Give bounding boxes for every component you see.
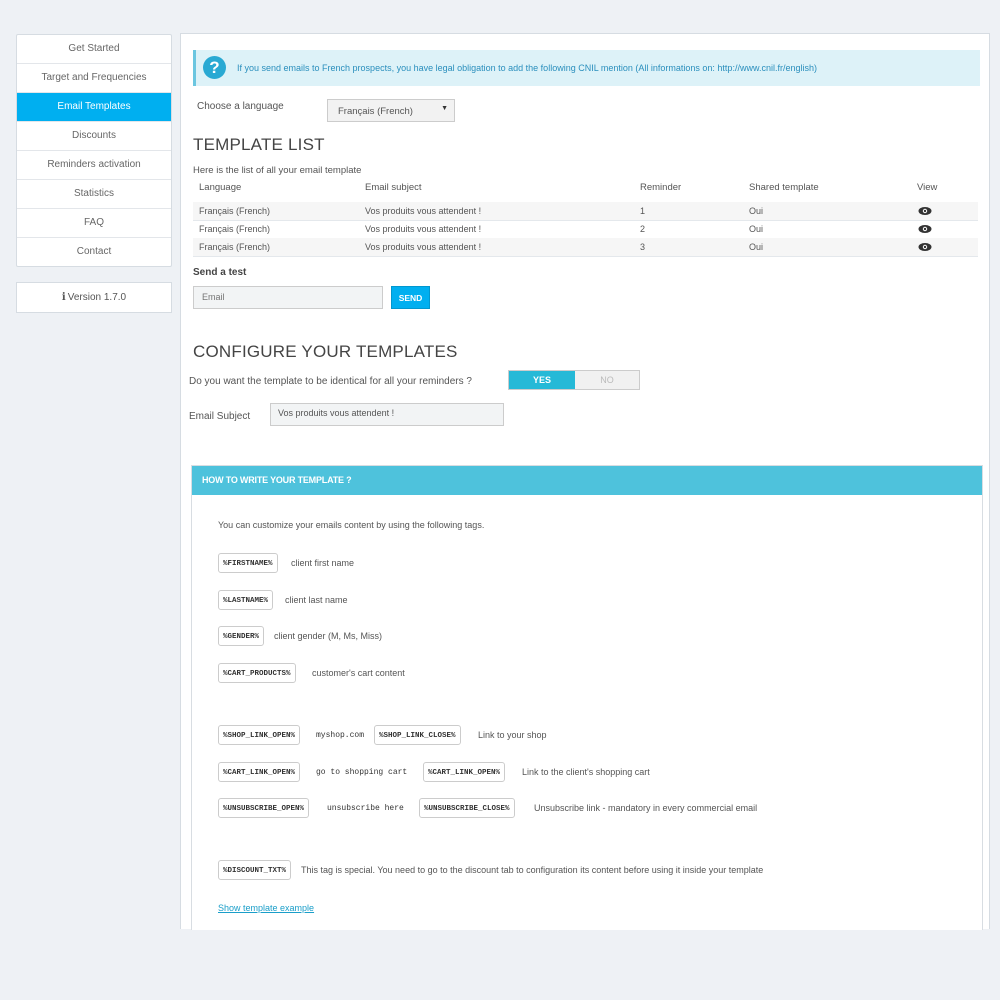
- cell-language: Français (French): [199, 224, 271, 234]
- email-subject-input[interactable]: [271, 408, 493, 418]
- cell-subject: Vos produits vous attendent !: [365, 224, 482, 234]
- howto-panel: [191, 465, 983, 930]
- shop-link-text: myshop.com: [316, 731, 365, 740]
- cell-reminder: 2: [640, 224, 646, 234]
- alert-text: If you send emails to French prospects, you have legal obligation to add the following CNIL mention (All informations on: http://www.cnil.fr/english): [237, 63, 817, 73]
- email-subject-field[interactable]: [270, 403, 504, 426]
- firstname-tag: %FIRSTNAME%: [218, 553, 278, 573]
- send-test-label: Send a test: [193, 267, 247, 278]
- cart-link-desc: Link to the client's shopping cart: [522, 767, 650, 777]
- version-box: [16, 282, 172, 313]
- col-email-subject: Email subject: [365, 182, 422, 193]
- cart-link-close-tag: %CART_LINK_OPEN%: [423, 762, 505, 782]
- unsubscribe-text: unsubscribe here: [327, 804, 404, 813]
- lastname-desc: client last name: [285, 595, 348, 605]
- sidebar-item-reminders-activation[interactable]: Reminders activation: [17, 151, 171, 180]
- gender-desc: client gender (M, Ms, Miss): [274, 631, 383, 641]
- question-icon: ?: [203, 56, 226, 79]
- shop-link-open-tag: %SHOP_LINK_OPEN%: [218, 725, 300, 745]
- eye-icon[interactable]: [918, 206, 932, 216]
- cell-subject: Vos produits vous attendent !: [365, 242, 482, 252]
- cell-language: Français (French): [199, 242, 271, 252]
- discount-tag: %DISCOUNT_TXT%: [218, 860, 291, 880]
- cell-shared: Oui: [749, 242, 764, 252]
- info-icon: i: [61, 292, 66, 303]
- identical-question: Do you want the template to be identical for all your reminders ?: [189, 376, 472, 387]
- table-row: [193, 220, 978, 239]
- email-subject-label: Email Subject: [189, 411, 251, 422]
- toggle-no[interactable]: NO: [600, 375, 614, 385]
- sidebar-item-faq[interactable]: FAQ: [17, 209, 171, 238]
- table-row: [193, 238, 978, 257]
- cell-reminder: 1: [640, 206, 646, 216]
- col-reminder: Reminder: [640, 182, 682, 193]
- send-button[interactable]: SEND: [391, 286, 430, 309]
- eye-icon[interactable]: [918, 242, 932, 252]
- eye-icon[interactable]: [918, 224, 932, 234]
- template-list-title: TEMPLATE LIST: [193, 135, 325, 154]
- toggle-yes[interactable]: YES: [509, 371, 575, 389]
- cart-link-open-tag: %CART_LINK_OPEN%: [218, 762, 300, 782]
- identical-toggle[interactable]: [508, 370, 640, 390]
- test-email-field[interactable]: [193, 286, 383, 309]
- cell-shared: Oui: [749, 206, 764, 216]
- sidebar-item-contact[interactable]: Contact: [76, 246, 112, 257]
- sidebar-nav: [16, 34, 172, 267]
- language-label: Choose a language: [197, 101, 284, 112]
- main-panel: [180, 33, 990, 929]
- lastname-tag: %LASTNAME%: [218, 590, 273, 610]
- unsubscribe-desc: Unsubscribe link - mandatory in every commercial email: [534, 803, 758, 813]
- col-view: View: [917, 182, 938, 193]
- table-row: [193, 202, 978, 221]
- dropdown-arrow-icon: ▼: [441, 105, 448, 112]
- cell-language: Français (French): [199, 206, 271, 216]
- unsubscribe-close-tag: %UNSUBSCRIBE_CLOSE%: [419, 798, 515, 818]
- cell-subject: Vos produits vous attendent !: [365, 206, 482, 216]
- gender-tag: %GENDER%: [218, 626, 264, 646]
- sidebar-item-target-frequencies[interactable]: Target and Frequencies: [17, 64, 171, 93]
- version-label: Version 1.7.0: [67, 292, 127, 303]
- col-shared-template: Shared template: [749, 182, 819, 193]
- language-select[interactable]: [327, 99, 455, 122]
- template-list-description: Here is the list of all your email template: [193, 165, 362, 176]
- cart-products-tag: %CART_PRODUCTS%: [218, 663, 296, 683]
- shop-link-close-tag: %SHOP_LINK_CLOSE%: [374, 725, 461, 745]
- cart-link-text: go to shopping cart: [316, 768, 408, 777]
- sidebar: [16, 34, 172, 313]
- cnil-alert: [193, 50, 980, 86]
- sidebar-item-email-templates[interactable]: Email Templates: [17, 93, 171, 122]
- unsubscribe-open-tag: %UNSUBSCRIBE_OPEN%: [218, 798, 309, 818]
- howto-intro: You can customize your emails content by using the following tags.: [218, 520, 485, 530]
- howto-header: HOW TO WRITE YOUR TEMPLATE ?: [192, 466, 982, 495]
- discount-desc: This tag is special. You need to go to the discount tab to configuration its content before using it inside your template: [301, 865, 764, 875]
- test-email-input[interactable]: [194, 292, 372, 302]
- cell-reminder: 3: [640, 242, 646, 252]
- col-language: Language: [199, 182, 242, 193]
- sidebar-item-discounts[interactable]: Discounts: [17, 122, 171, 151]
- cell-shared: Oui: [749, 224, 764, 234]
- firstname-desc: client first name: [291, 558, 355, 568]
- shop-link-desc: Link to your shop: [478, 730, 547, 740]
- sidebar-item-statistics[interactable]: Statistics: [17, 180, 171, 209]
- language-select-value: Français (French): [338, 106, 413, 117]
- template-table-header: [193, 180, 978, 204]
- configure-title: CONFIGURE YOUR TEMPLATES: [193, 342, 458, 361]
- cart-products-desc: customer's cart content: [312, 668, 405, 678]
- sidebar-item-get-started[interactable]: Get Started: [17, 35, 171, 64]
- show-template-example-link[interactable]: Show template example: [218, 903, 315, 913]
